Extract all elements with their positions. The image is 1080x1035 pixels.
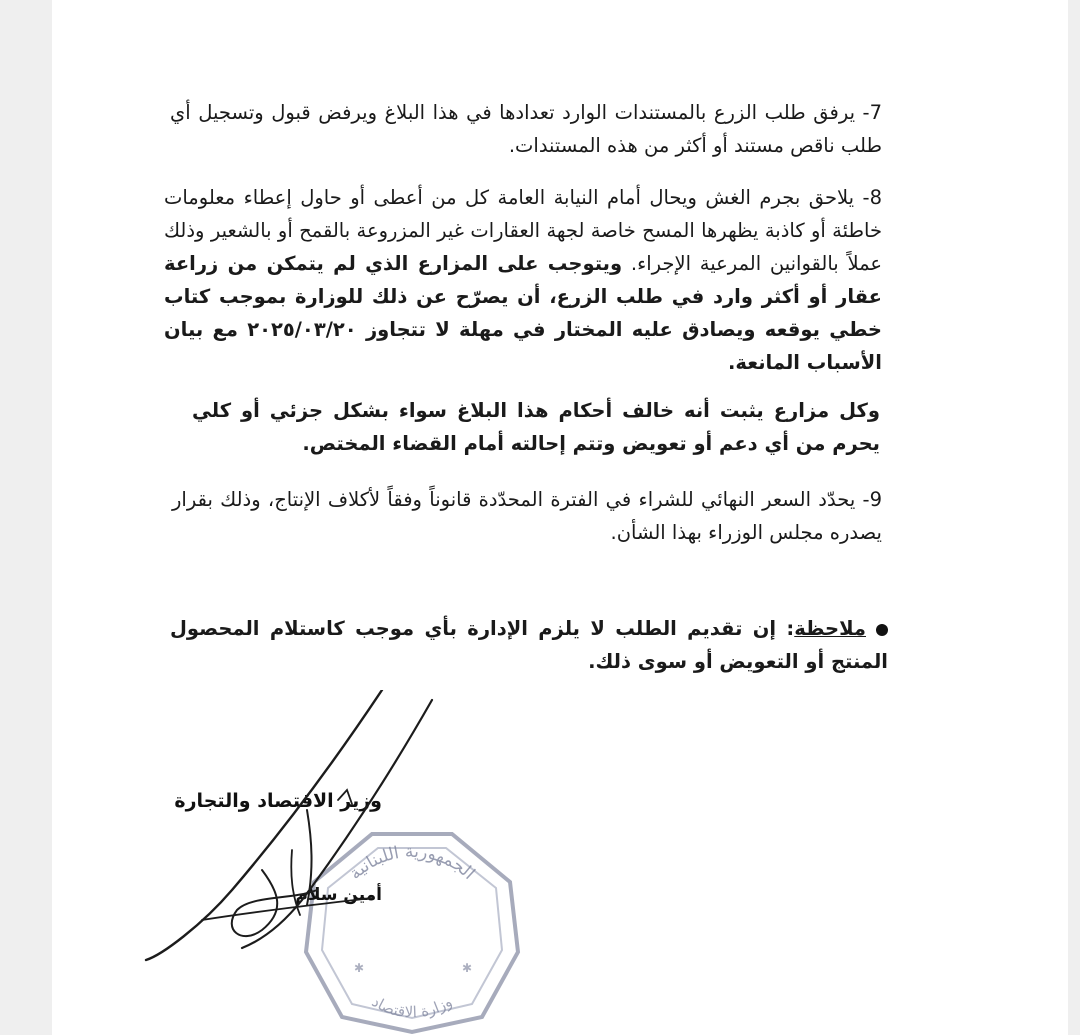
paragraph-item-8-text: 8- يلاحق بجرم الغش ويحال أمام النيابة العامة كل من أعطى أو حاول إعطاء معلومات خاطئة أو كاذبة يظهرها المسح خاصة لجهة العقارات غير المزروعة بالقمح أو بالشعير وذلك عملاً بالقوانين المرعية الإجراء. bbox=[164, 186, 882, 275]
paragraph-item-9: 9- يحدّد السعر النهائي للشراء في الفترة المحدّدة قانوناً وفقاً لأكلاف الإنتاج، وذلك بقرار يصدره مجلس الوزراء بهذا الشأن. bbox=[172, 488, 882, 544]
seal-text-top: الجمهورية اللبنانية bbox=[345, 841, 479, 884]
note-paragraph bbox=[170, 612, 888, 678]
scan-border-right bbox=[1068, 0, 1080, 1035]
svg-text:✱: ✱ bbox=[462, 961, 473, 975]
bullet-icon bbox=[876, 624, 888, 636]
minister-name: أمين سلام bbox=[295, 885, 382, 905]
paragraph-item-8-obligation: ويتوجب على المزارع الذي لم يتمكن من زراعة عقار أو أكثر وارد في طلب الزرع، أن يصرّح عن ذلك للوزارة بموجب كتاب خطي يوقعه ويصادق عليه المختار في مهلة لا تتجاوز ٢٠٢٥/٠٣/٢٠ مع بيان الأسباب المانعة. bbox=[164, 252, 882, 374]
svg-text:✱: ✱ bbox=[354, 961, 365, 975]
minister-title: وزير الاقتصاد والتجارة bbox=[174, 790, 382, 812]
note-label: ملاحظة bbox=[794, 617, 866, 640]
document-page bbox=[52, 0, 1068, 1035]
seal-text-bottom: وزارة الاقتصاد bbox=[368, 992, 456, 1022]
paragraph-penalty: وكل مزارع يثبت أنه خالف أحكام هذا البلاغ سواء بشكل جزئي أو كلي يحرم من أي دعم أو تعويض وتتم إحالته أمام القضاء المختص. bbox=[192, 399, 880, 455]
scan-border-left bbox=[0, 0, 52, 1035]
note-text: : إن تقديم الطلب لا يلزم الإدارة بأي موجب كاستلام المحصول المنتج أو التعويض أو سوى ذلك. bbox=[170, 617, 888, 673]
paragraph-item-8 bbox=[164, 181, 882, 379]
svg-text:وزارة الاقتصاد bbox=[369, 992, 455, 1021]
handwritten-signature bbox=[142, 690, 442, 980]
paragraph-item-7: 7- يرفق طلب الزرع بالمستندات الوارد تعدادها في هذا البلاغ ويرفض قبول وتسجيل أي طلب ناقص مستند أو أكثر من هذه المستندات. bbox=[170, 101, 882, 157]
